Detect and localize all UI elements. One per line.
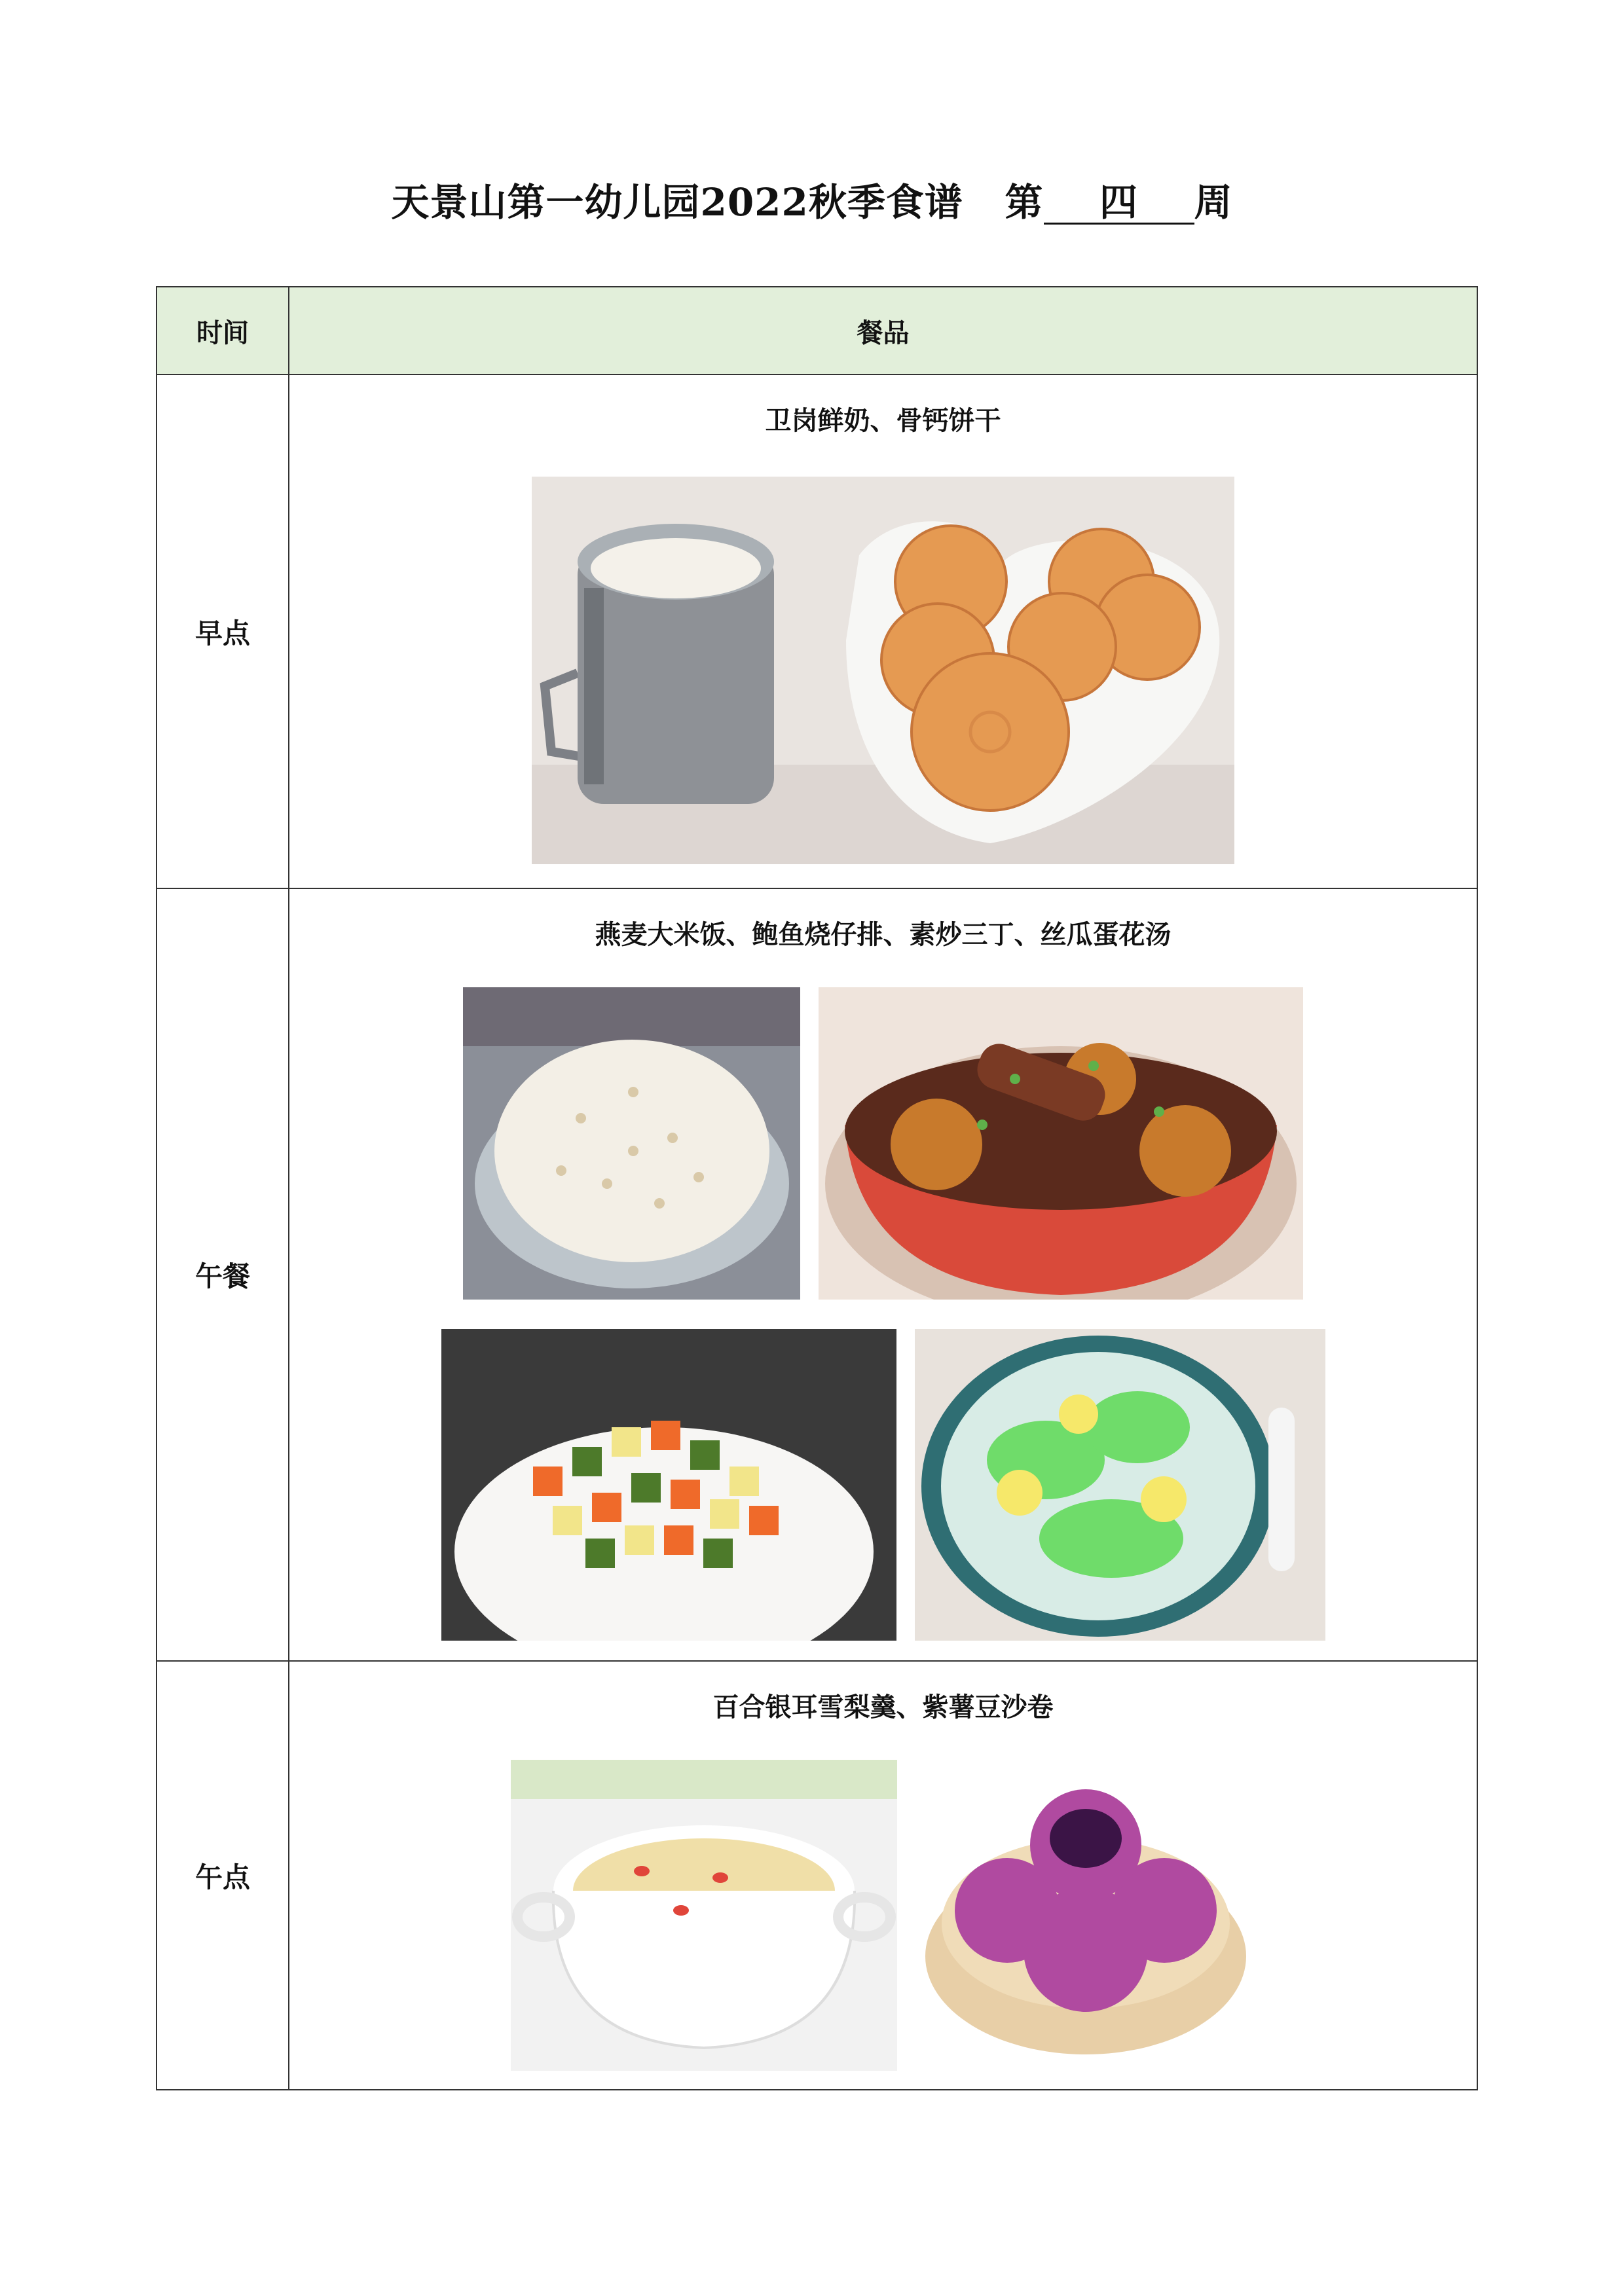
row-lunch <box>157 888 1477 1661</box>
time-snack: 午点 <box>157 1661 289 2090</box>
oat-rice-photo <box>463 987 800 1300</box>
milk-biscuits-photo <box>532 477 1234 864</box>
row-snack <box>157 1661 1477 2090</box>
food-breakfast <box>289 374 1477 888</box>
diced-vegetables-photo <box>441 1329 896 1641</box>
title-text: 天景山第一幼儿园2022秋季食谱 <box>391 180 963 225</box>
header-time: 时间 <box>157 287 289 374</box>
title-week-label: 第 <box>1005 180 1044 225</box>
abalone-ribs-photo <box>819 987 1303 1300</box>
header-meal: 餐品 <box>289 287 1477 374</box>
snack-items: 百合银耳雪梨羹、紫薯豆沙卷 <box>712 1692 1054 1722</box>
loofah-egg-soup-photo <box>915 1329 1325 1641</box>
row-breakfast <box>157 374 1477 888</box>
purple-potato-bun-photo <box>915 1760 1256 2071</box>
menu-table <box>156 286 1478 2090</box>
food-lunch <box>289 888 1477 1661</box>
food-snack <box>289 1661 1477 2090</box>
week-number: 四 <box>1044 183 1194 225</box>
time-lunch: 午餐 <box>157 888 289 1661</box>
header-row <box>157 287 1477 374</box>
time-breakfast: 早点 <box>157 374 289 888</box>
tremella-pear-soup-photo <box>511 1760 897 2071</box>
breakfast-items: 卫岗鲜奶、骨钙饼干 <box>765 406 1001 436</box>
lunch-items: 燕麦大米饭、鲍鱼烧仔排、素炒三丁、丝瓜蛋花汤 <box>595 920 1172 950</box>
page-title <box>0 172 1624 227</box>
title-week-suffix: 周 <box>1194 180 1233 225</box>
